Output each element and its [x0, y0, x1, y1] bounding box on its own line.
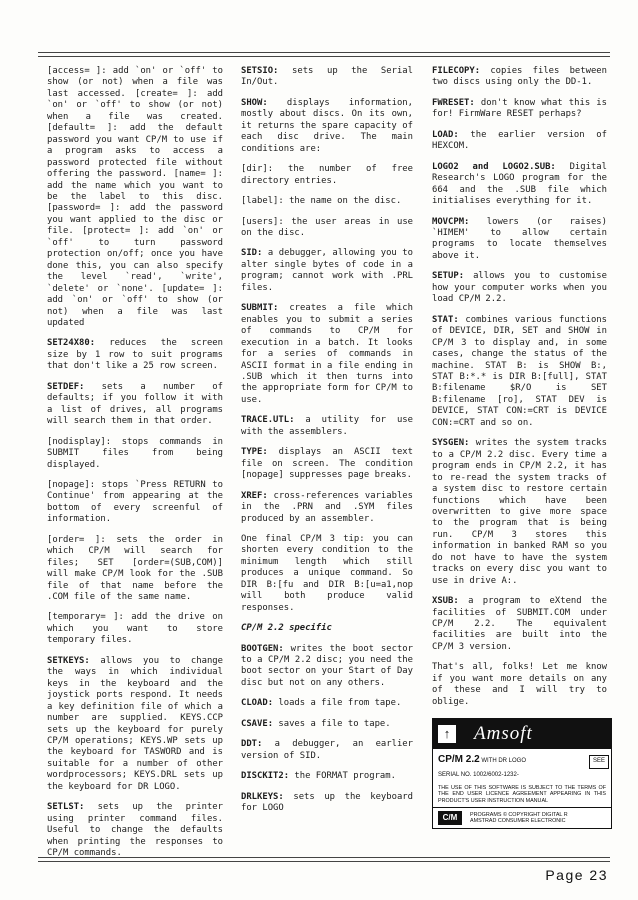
- closing-note: That's all, folks! Let me know if you want more details on any of these and I will try to oblige.: [432, 662, 607, 707]
- entry-setup: SETUP: allows you to customise how your computer works when you load CP/M 2.2.: [432, 271, 607, 305]
- option-users: [users]: the user areas in use on the disc.: [241, 216, 413, 238]
- bottom-rule: [38, 857, 610, 862]
- card-licence-note: THE USE OF THIS SOFTWARE IS SUBJECT TO THE TERMS OF THE END USER LICENCE AGREEMENT APPEARING IN THIS PRODUCT'S USER INSTRUCTION MANUAL: [438, 785, 606, 804]
- entry-cload: CLOAD: loads a file from tape.: [241, 698, 402, 709]
- entry-fwreset: FWRESET: don't know what this is for! FirmWare RESET perhaps?: [432, 97, 607, 120]
- option-nodisplay: [nodisplay]: stops commands in SUBMIT files from being displayed.: [47, 436, 223, 470]
- section-subhead: CP/M 2.2 specific: [241, 623, 332, 634]
- entry-stat: STAT: combines various functions of DEVICE, DIR, SET and SHOW in CP/M 3 to display and, in some cases, change the status of the machine. STAT B: is SHOW B:, STAT B:*.* is DIR B:[full], STAT B:filename $R/O is SET B:filename [ro], STAT DEV is DEVICE, STAT CON:=CRT is DEVICE CON:=CRT and so on.: [432, 314, 607, 428]
- entry-load: LOAD: the earlier version of HEXCOM.: [432, 129, 607, 152]
- entry-filecopy: FILECOPY: copies files between two discs using only the DD-1.: [432, 66, 607, 88]
- entry-xref: XREF: cross-references variables in the .PRN and .SYM files produced by an assembler.: [241, 490, 413, 524]
- entry-trace: TRACE.UTL: a utility for use with the assemblers.: [241, 415, 413, 437]
- top-rule: [38, 52, 610, 57]
- entry-type: TYPE: displays an ASCII text file on screen. The condition [nopage] suppresses page breaks.: [241, 447, 413, 481]
- card-header: [433, 719, 611, 749]
- option-label: [label]: the name on the disc.: [241, 196, 402, 207]
- option-nopage: [nopage]: stops `Press RETURN to Continue' from appearing at the bottom of every screenful of information.: [47, 479, 223, 525]
- entry-set24x80: SET24X80: reduces the screen size by 1 row to suit programs that don't like a 25 row screen.: [47, 338, 223, 372]
- column-middle: [241, 66, 413, 824]
- cpm3-tip: One final CP/M 3 tip: you can shorten every condition to the minimum length which still produces a unique command. So DIR B:[fu and DIR B:[u=a1,nop will both produce valid responses.: [241, 533, 413, 613]
- amsoft-product-card: [432, 718, 612, 829]
- entry-submit: SUBMIT: creates a file which enables you to submit a series of commands to CP/M for execution in a batch. It looks for a series of commands in ASCII format in a file ending in .SUB which it then turns into the appropriate form for CP/M to use.: [241, 303, 413, 405]
- option-order: [order= ]: sets the order in which CP/M will search for files; SET [order=(SUB,COM)] will make CP/M look for the .SUB file of that name before the .COM file of the same name.: [47, 534, 223, 603]
- column-left: [47, 66, 223, 869]
- set-options-paragraph: [access= ]: add `on' or `off' to show (or not) when a file was last accessed. [create= ]: add `on' or `off' to show (or not) when a file was created. [default= ]: add the default password you want CP/M to use if a program asks to access a password protected file without offering the password. [name= ]: add the name which you want to be the label to this disc. [password= ]: add the password you want applied to the disc or file. [protect= ]: add `on' or `off' to turn password protection on/off; once you have done this, you can also specify the level `read', `write', `delete' or `none'. [update= ]: add `on' or `off' to show (or not) when a file was last updated: [47, 66, 223, 328]
- entry-setdef: SETDEF: sets a number of defaults; if you follow it with a list of drives, all programs will search them in that order.: [47, 381, 223, 427]
- entry-ddt: DDT: a debugger, an earlier version of SID.: [241, 739, 413, 761]
- entry-sysgen: SYSGEN: writes the system tracks to a CP/M 2.2 disc. Every time a program ends in CP/M 2.2, it has to re-read the system tracks of a system disc to restore certain functions which have been overwritten to give more space to the program that is being run. CP/M 3 stores this information in banked RAM so you do not have to have the system tracks on every disc you want to use in drive A:.: [432, 438, 607, 586]
- column-right: [432, 66, 607, 829]
- card-body: [433, 749, 611, 807]
- entry-xsub: XSUB: a program to eXtend the facilities of SUBMIT.COM under CP/M 2.2. The equivalent facilities are built into the CP/M 3 version.: [432, 596, 607, 652]
- card-serial: SERIAL NO. 1002/6002-1232-: [438, 771, 519, 778]
- entry-show: SHOW: displays information, mostly about discs. On its own, it returns the spare capacity of each disc drive. The main conditions are:: [241, 97, 413, 154]
- card-badge: SEE: [589, 755, 609, 769]
- entry-bootgen: BOOTGEN: writes the boot sector to a CP/M 2.2 disc; you need the boot sector on your Start of Day disc but not on any others.: [241, 643, 413, 688]
- entry-sid: SID: a debugger, allowing you to alter single bytes of code in a program; cannot work with .PRL files.: [241, 248, 413, 293]
- entry-drlkeys: DRLKEYS: sets up the keyboard for LOGO: [241, 791, 413, 814]
- entry-setkeys: SETKEYS: allows you to change the ways in which individual keys in the keyboard and the joystick ports respond. It needs a key definition file of which a number are supplied. KEYS.CCP sets up the keyboard for purely CP/M operations; KEYS.WP sets up the keyboard for TASWORD and is suitable for a number of other wordprocessors; KEYS.DRL sets up the keyboard for DR LOGO.: [47, 655, 223, 792]
- option-dir: [dir]: the number of free directory entries.: [241, 164, 413, 186]
- entry-setlst: SETLST: sets up the printer using printer command files. Useful to change the defaults when printing the responses to CP/M commands.: [47, 802, 223, 859]
- up-arrow-icon: ↑: [438, 725, 456, 743]
- page-number: Page 23: [545, 867, 608, 883]
- cpm-logo-icon: C/M: [438, 811, 462, 825]
- entry-disckit2: DISCKIT2: the FORMAT program.: [241, 771, 396, 782]
- amsoft-logo: Amsoft: [474, 723, 533, 745]
- entry-setsio: SETSIO: sets up the Serial In/Out.: [241, 66, 413, 88]
- entry-csave: CSAVE: saves a file to tape.: [241, 718, 391, 729]
- option-temporary: [temporary= ]: add the drive on which you want to store temporary files.: [47, 612, 223, 646]
- card-title: CP/M 2.2 WITH DR LOGO: [438, 754, 527, 766]
- card-copyright: PROGRAMS © COPYRIGHT DIGITAL R AMSTRAD CONSUMER ELECTRONIC: [470, 811, 568, 824]
- card-footer: [433, 807, 611, 828]
- entry-movcpm: MOVCPM: lowers (or raises) `HIMEM' to allow certain programs to locate themselves above it.: [432, 216, 607, 261]
- entry-logo2: LOGO2 and LOGO2.SUB: Digital Research's LOGO program for the 664 and the .SUB file which initialises everything for it.: [432, 161, 607, 207]
